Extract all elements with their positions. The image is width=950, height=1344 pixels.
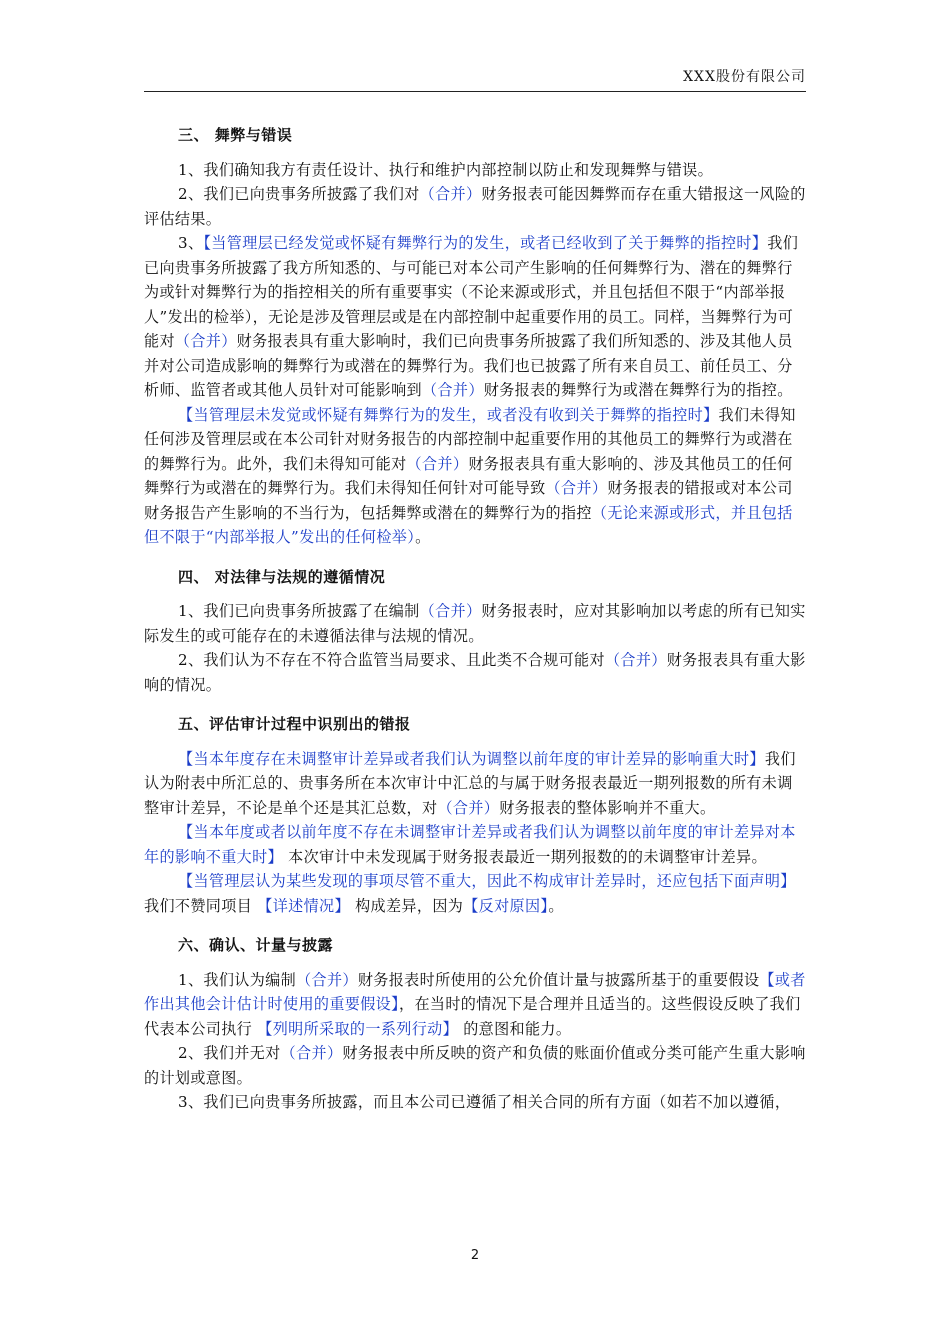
- s3-paragraph-2: 2、我们已向贵事务所披露了我们对（合并）财务报表可能因舞弊而存在重大错报这一风险的评估结果。: [144, 185, 806, 228]
- condition-note: 【当本年度存在未调整审计差异或者我们认为调整以前年度的审计差异的影响重大时】: [178, 749, 765, 768]
- section-4-title: 四、 对法律与法规的遵循情况: [178, 567, 386, 586]
- page-number: 2: [470, 1248, 480, 1263]
- s3-paragraph-3: 3、【当管理层已经发觉或怀疑有舞弊行为的发生，或者已经收到了关于舞弊的指控时】我们已向贵事务所披露了我方所知悉的、与可能已对本公司产生影响的任何舞弊行为、潜在的舞弊行为或针对舞弊行为的指控相关的所有重要事实（不论来源或形式，并且包括但不限于“内部举报人”发出的检举），无论是涉及管理层或是在内部控制中起重要作用的员工。同样，当舞弊行为可能对（合并）财务报表具有重大影响时，我们已向贵事务所披露了我们所知悉的、涉及其他人员并对公司造成影响的舞弊行为或潜在的舞弊行为。我们也已披露了所有来自员工、前任员工、分析师、监管者或其他人员针对可能影响到（合并）财务报表的舞弊行为或潜在舞弊行为的指控。: [144, 234, 799, 399]
- document-body: [144, 118, 808, 1115]
- s6-paragraph-3: 3、我们已向贵事务所披露，而且本公司已遵循了相关合同的所有方面（如若不加以遵循，: [178, 1093, 791, 1111]
- s6-paragraph-2: 2、我们并无对（合并）财务报表中所反映的资产和负债的账面价值或分类可能产生重大影响的计划或意图。: [144, 1044, 806, 1087]
- s5-paragraph-3: 【当管理层认为某些发现的事项尽管不重大，因此不构成审计差异时，还应包括下面声明】我们不赞同项目 【详述情况】 构成差异，因为【反对原因】。: [144, 872, 796, 915]
- company-name: XXX股份有限公司: [683, 69, 806, 85]
- s4-paragraph-1: 1、我们已向贵事务所披露了在编制（合并）财务报表时，应对其影响加以考虑的所有已知实际发生的或可能存在的未遵循法律与法规的情况。: [144, 602, 806, 645]
- section-6-title: 六、确认、计量与披露: [178, 936, 334, 954]
- s5-paragraph-2: 【当本年度或者以前年度不存在未调整审计差异或者我们认为调整以前年度的审计差异对本年的影响不重大时】 本次审计中未发现属于财务报表最近一期列报数的的未调整审计差异。: [144, 823, 796, 866]
- condition-note: 【当管理层未发觉或怀疑有舞弊行为的发生，或者没有收到关于舞弊的指控时】: [178, 405, 719, 424]
- s3-paragraph-1: 1、我们确知我方有责任设计、执行和维护内部控制以防止和发现舞弊与错误。: [178, 160, 714, 179]
- section-5-title: 五、评估审计过程中识别出的错报: [178, 715, 411, 733]
- section-3-title: 三、 舞弊与错误: [178, 126, 293, 144]
- condition-note: 【当本年度或者以前年度不存在未调整审计差异或者我们认为调整以前年度的审计差异对本年的影响不重大时】: [144, 823, 796, 866]
- page-header: [144, 66, 806, 92]
- s4-paragraph-2: 2、我们认为不存在不符合监管当局要求、且此类不合规可能对（合并）财务报表具有重大影响的情况。: [144, 651, 806, 694]
- s3-paragraph-4: 【当管理层未发觉或怀疑有舞弊行为的发生，或者没有收到关于舞弊的指控时】我们未得知任何涉及管理层或在本公司针对财务报告的内部控制中起重要作用的其他员工的舞弊行为或潜在的舞弊行为。此外，我们未得知可能对（合并）财务报表具有重大影响的、涉及其他员工的任何舞弊行为或潜在的舞弊行为。我们未得知任何针对可能导致（合并）财务报表的错报或对本公司财务报告产生影响的不当行为，包括舞弊或潜在的舞弊行为的指控（无论来源或形式，并且包括但不限于“内部举报人”发出的任何检举）。: [144, 405, 796, 546]
- condition-note: 【当管理层认为某些发现的事项尽管不重大，因此不构成审计差异时，还应包括下面声明】: [178, 872, 796, 890]
- s6-paragraph-1: 1、我们认为编制（合并）财务报表时所使用的公允价值计量与披露所基于的重要假设【或者作出其他会计估计时使用的重要假设】，在当时的情况下是合理并且适当的。这些假设反映了我们代表本公司执行 【列明所采取的一系列行动】 的意图和能力。: [144, 970, 806, 1038]
- condition-note: 【当管理层已经发觉或怀疑有舞弊行为的发生，或者已经收到了关于舞弊的指控时】: [203, 234, 768, 252]
- s5-paragraph-1: 【当本年度存在未调整审计差异或者我们认为调整以前年度的审计差异的影响重大时】我们认为附表中所汇总的、贵事务所在本次审计中汇总的与属于财务报表最近一期列报数的所有未调整审计差异，不论是单个还是其汇总数，对（合并）财务报表的整体影响并不重大。: [144, 749, 796, 817]
